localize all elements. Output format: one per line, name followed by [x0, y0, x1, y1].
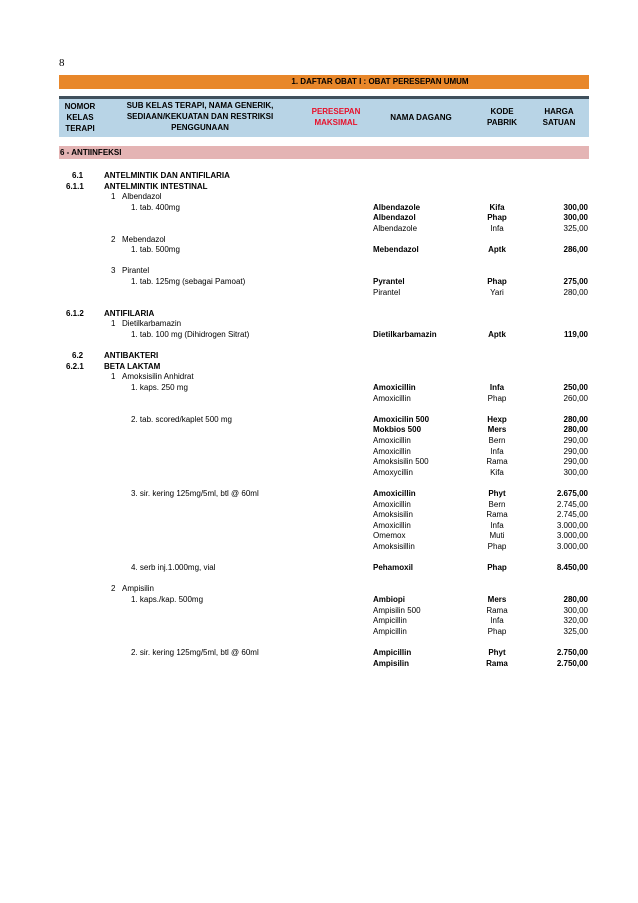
manufacturer-code: Mers: [487, 595, 507, 604]
table-row: [0, 170, 638, 181]
trade-name: Amoxicillin: [373, 447, 411, 456]
trade-name: Amoxicillin: [373, 489, 416, 498]
manufacturer-code: Yari: [490, 288, 504, 297]
generic-name: Pirantel: [122, 266, 150, 275]
trade-name: Albendazol: [373, 213, 416, 222]
unit-price: 290,00: [563, 457, 588, 466]
unit-price: 300,00: [563, 606, 588, 615]
generic-name: Ampisilin: [122, 584, 155, 593]
manufacturer-code: Bern: [488, 500, 506, 509]
manufacturer-code: Rama: [486, 659, 508, 668]
header-text: PENGGUNAAN: [171, 123, 229, 132]
manufacturer-code: Phap: [487, 394, 507, 403]
manufacturer-code: Hexp: [487, 415, 507, 424]
manufacturer-code: Infa: [490, 447, 504, 456]
trade-name: Amoksisillin: [373, 542, 415, 551]
table-row: [0, 244, 638, 255]
class-label: ANTIBAKTERI: [104, 351, 159, 360]
unit-price: 260,00: [563, 394, 588, 403]
manufacturer-code: Phap: [487, 563, 507, 572]
page-number: 8: [59, 57, 65, 69]
trade-name: Pyrantel: [373, 277, 405, 286]
table-row: [0, 276, 638, 287]
trade-name: Albendazole: [373, 203, 421, 212]
unit-price: 2.745,00: [556, 510, 588, 519]
table-title-bar: [59, 75, 589, 89]
trade-name: Ampisilin 500: [373, 606, 421, 615]
trade-name: Mebendazol: [373, 245, 419, 254]
manufacturer-code: Infa: [490, 616, 504, 625]
generic-name: Albendazol: [122, 192, 162, 201]
unit-price: 2.745,00: [556, 500, 588, 509]
table-row: [0, 615, 638, 626]
generic-index: 2: [111, 235, 116, 244]
header-text: SUB KELAS TERAPI, NAMA GENERIK,: [126, 101, 274, 110]
trade-name: Ampisilin: [373, 659, 410, 668]
trade-name: Amoxicillin: [373, 500, 411, 509]
header-sub-kelas: [105, 100, 295, 133]
table-row: [0, 562, 638, 573]
trade-name: Amoxicillin: [373, 436, 411, 445]
header-peresepan-maksimal: [301, 106, 371, 128]
generic-index: 1: [111, 372, 116, 381]
category-label: 6 - ANTIINFEKSI: [60, 148, 122, 157]
unit-price: 2.750,00: [556, 648, 588, 657]
manufacturer-code: Rama: [486, 457, 508, 466]
header-nama-dagang: [371, 112, 471, 123]
dosage-form: 2. sir. kering 125mg/5ml, btl @ 60ml: [131, 648, 259, 657]
header-text: HARGA: [544, 107, 574, 116]
unit-price: 275,00: [563, 277, 588, 286]
manufacturer-code: Kifa: [490, 468, 504, 477]
dosage-form: 1. tab. 400mg: [131, 203, 180, 212]
header-text: KODE: [490, 107, 514, 116]
class-number: 6.2: [72, 351, 84, 360]
trade-name: Amoxicillin: [373, 521, 411, 530]
dosage-form: 1. tab. 100 mg (Dihidrogen Sitrat): [131, 330, 250, 339]
table-row: [0, 393, 638, 404]
unit-price: 290,00: [563, 447, 588, 456]
dosage-form: 4. serb inj.1.000mg, vial: [131, 563, 216, 572]
unit-price: 300,00: [563, 203, 588, 212]
dosage-form: 1. kaps./kap. 500mg: [131, 595, 204, 604]
table-row: [0, 329, 638, 340]
table-row: [0, 265, 638, 276]
manufacturer-code: Kifa: [489, 203, 505, 212]
trade-name: Amoxicillin: [373, 383, 416, 392]
unit-price: 8.450,00: [556, 563, 588, 572]
class-label: BETA LAKTAM: [104, 362, 161, 371]
unit-price: 320,00: [563, 616, 588, 625]
trade-name: Ambiopi: [373, 595, 405, 604]
table-row: [0, 467, 638, 478]
table-row: [0, 371, 638, 382]
manufacturer-code: Phap: [487, 277, 507, 286]
class-number: 6.1: [72, 171, 84, 180]
trade-name: Dietilkarbamazin: [373, 330, 437, 339]
class-label: ANTELMINTIK DAN ANTIFILARIA: [104, 171, 230, 180]
table-row: [0, 456, 638, 467]
table-row: [0, 212, 638, 223]
unit-price: 280,00: [563, 425, 588, 434]
table-row: [0, 647, 638, 658]
trade-name: Ampicillin: [373, 648, 412, 657]
trade-name: Ampicillin: [373, 627, 407, 636]
unit-price: 290,00: [563, 436, 588, 445]
table-row: [0, 583, 638, 594]
table-row: [0, 191, 638, 202]
header-text: NAMA DAGANG: [390, 113, 452, 122]
header-text: SATUAN: [542, 118, 576, 127]
unit-price: 3.000,00: [556, 521, 588, 530]
generic-index: 1: [111, 192, 116, 201]
header-text: NOMOR: [64, 102, 96, 111]
manufacturer-code: Phyt: [488, 648, 506, 657]
unit-price: 3.000,00: [556, 531, 588, 540]
class-number: 6.1.1: [66, 182, 84, 191]
manufacturer-code: Rama: [486, 510, 508, 519]
unit-price: 280,00: [563, 415, 588, 424]
trade-name: Omemox: [373, 531, 406, 540]
table-row: [0, 435, 638, 446]
dosage-form: 1. tab. 125mg (sebagai Pamoat): [131, 277, 246, 286]
unit-price: 119,00: [563, 330, 588, 339]
dosage-form: 2. tab. scored/kaplet 500 mg: [131, 415, 232, 424]
generic-name: Dietilkarbamazin: [122, 319, 182, 328]
table-row: [0, 223, 638, 234]
table-row: [0, 318, 638, 329]
manufacturer-code: Muti: [489, 531, 505, 540]
trade-name: Pehamoxil: [373, 563, 414, 572]
unit-price: 286,00: [563, 245, 588, 254]
trade-name: Amoksisilin: [373, 510, 414, 519]
header-nomor-kelas-terapi: [59, 101, 101, 134]
header-text: SEDIAAN/KEKUATAN DAN RESTRIKSI: [126, 112, 274, 121]
manufacturer-code: Aptk: [488, 330, 506, 339]
unit-price: 250,00: [563, 383, 588, 392]
trade-name: Amoxycillin: [373, 468, 414, 477]
trade-name: Albendazole: [373, 224, 418, 233]
table-row: [0, 530, 638, 541]
table-title: 1. DAFTAR OBAT I : OBAT PERESEPAN UMUM: [291, 77, 469, 86]
table-row: [0, 287, 638, 298]
manufacturer-code: Phap: [487, 213, 507, 222]
header-kode-pabrik: [471, 106, 533, 128]
manufacturer-code: Mers: [487, 425, 507, 434]
table-row: [0, 626, 638, 637]
trade-name: Ampicillin: [373, 616, 407, 625]
table-row: [0, 382, 638, 393]
table-row: [0, 509, 638, 520]
manufacturer-code: Infa: [490, 224, 504, 233]
dosage-form: 1. tab. 500mg: [131, 245, 180, 254]
generic-index: 2: [111, 584, 116, 593]
class-number: 6.1.2: [66, 309, 84, 318]
manufacturer-code: Phap: [487, 542, 507, 551]
generic-index: 3: [111, 266, 116, 275]
table-row: [0, 594, 638, 605]
header-text: KELAS: [66, 113, 94, 122]
trade-name: Amoxicillin: [373, 394, 411, 403]
trade-name: Pirantel: [373, 288, 401, 297]
unit-price: 280,00: [563, 595, 588, 604]
header-text: MAKSIMAL: [314, 118, 358, 127]
generic-name: Amoksisilin Anhidrat: [122, 372, 194, 381]
trade-name: Amoxicilin 500: [373, 415, 430, 424]
class-number: 6.2.1: [66, 362, 84, 371]
manufacturer-code: Aptk: [488, 245, 506, 254]
table-row: [0, 350, 638, 361]
unit-price: 300,00: [563, 468, 588, 477]
unit-price: 325,00: [563, 627, 588, 636]
table-header: [59, 96, 589, 137]
manufacturer-code: Bern: [488, 436, 506, 445]
manufacturer-code: Rama: [486, 606, 508, 615]
manufacturer-code: Infa: [490, 521, 504, 530]
generic-name: Mebendazol: [122, 235, 166, 244]
table-row: [0, 424, 638, 435]
table-row: [0, 658, 638, 669]
dosage-form: 3. sir. kering 125mg/5ml, btl @ 60ml: [131, 489, 259, 498]
unit-price: 300,00: [563, 213, 588, 222]
manufacturer-code: Phap: [487, 627, 507, 636]
header-text: TERAPI: [65, 124, 95, 133]
header-text: PABRIK: [486, 118, 518, 127]
header-text: PERESEPAN: [311, 107, 361, 116]
class-label: ANTELMINTIK INTESTINAL: [104, 182, 208, 191]
manufacturer-code: Infa: [489, 383, 505, 392]
trade-name: Mokbios 500: [373, 425, 422, 434]
table-row: [0, 541, 638, 552]
unit-price: 280,00: [563, 288, 588, 297]
category-bar: [59, 146, 589, 159]
unit-price: 2.750,00: [556, 659, 588, 668]
unit-price: 325,00: [563, 224, 588, 233]
generic-index: 1: [111, 319, 116, 328]
class-label: ANTIFILARIA: [104, 309, 155, 318]
manufacturer-code: Phyt: [488, 489, 506, 498]
dosage-form: 1. kaps. 250 mg: [131, 383, 188, 392]
unit-price: 3.000,00: [556, 542, 588, 551]
header-harga-satuan: [529, 106, 589, 128]
table-row: [0, 488, 638, 499]
unit-price: 2.675,00: [556, 489, 588, 498]
trade-name: Amoksisilin 500: [373, 457, 429, 466]
